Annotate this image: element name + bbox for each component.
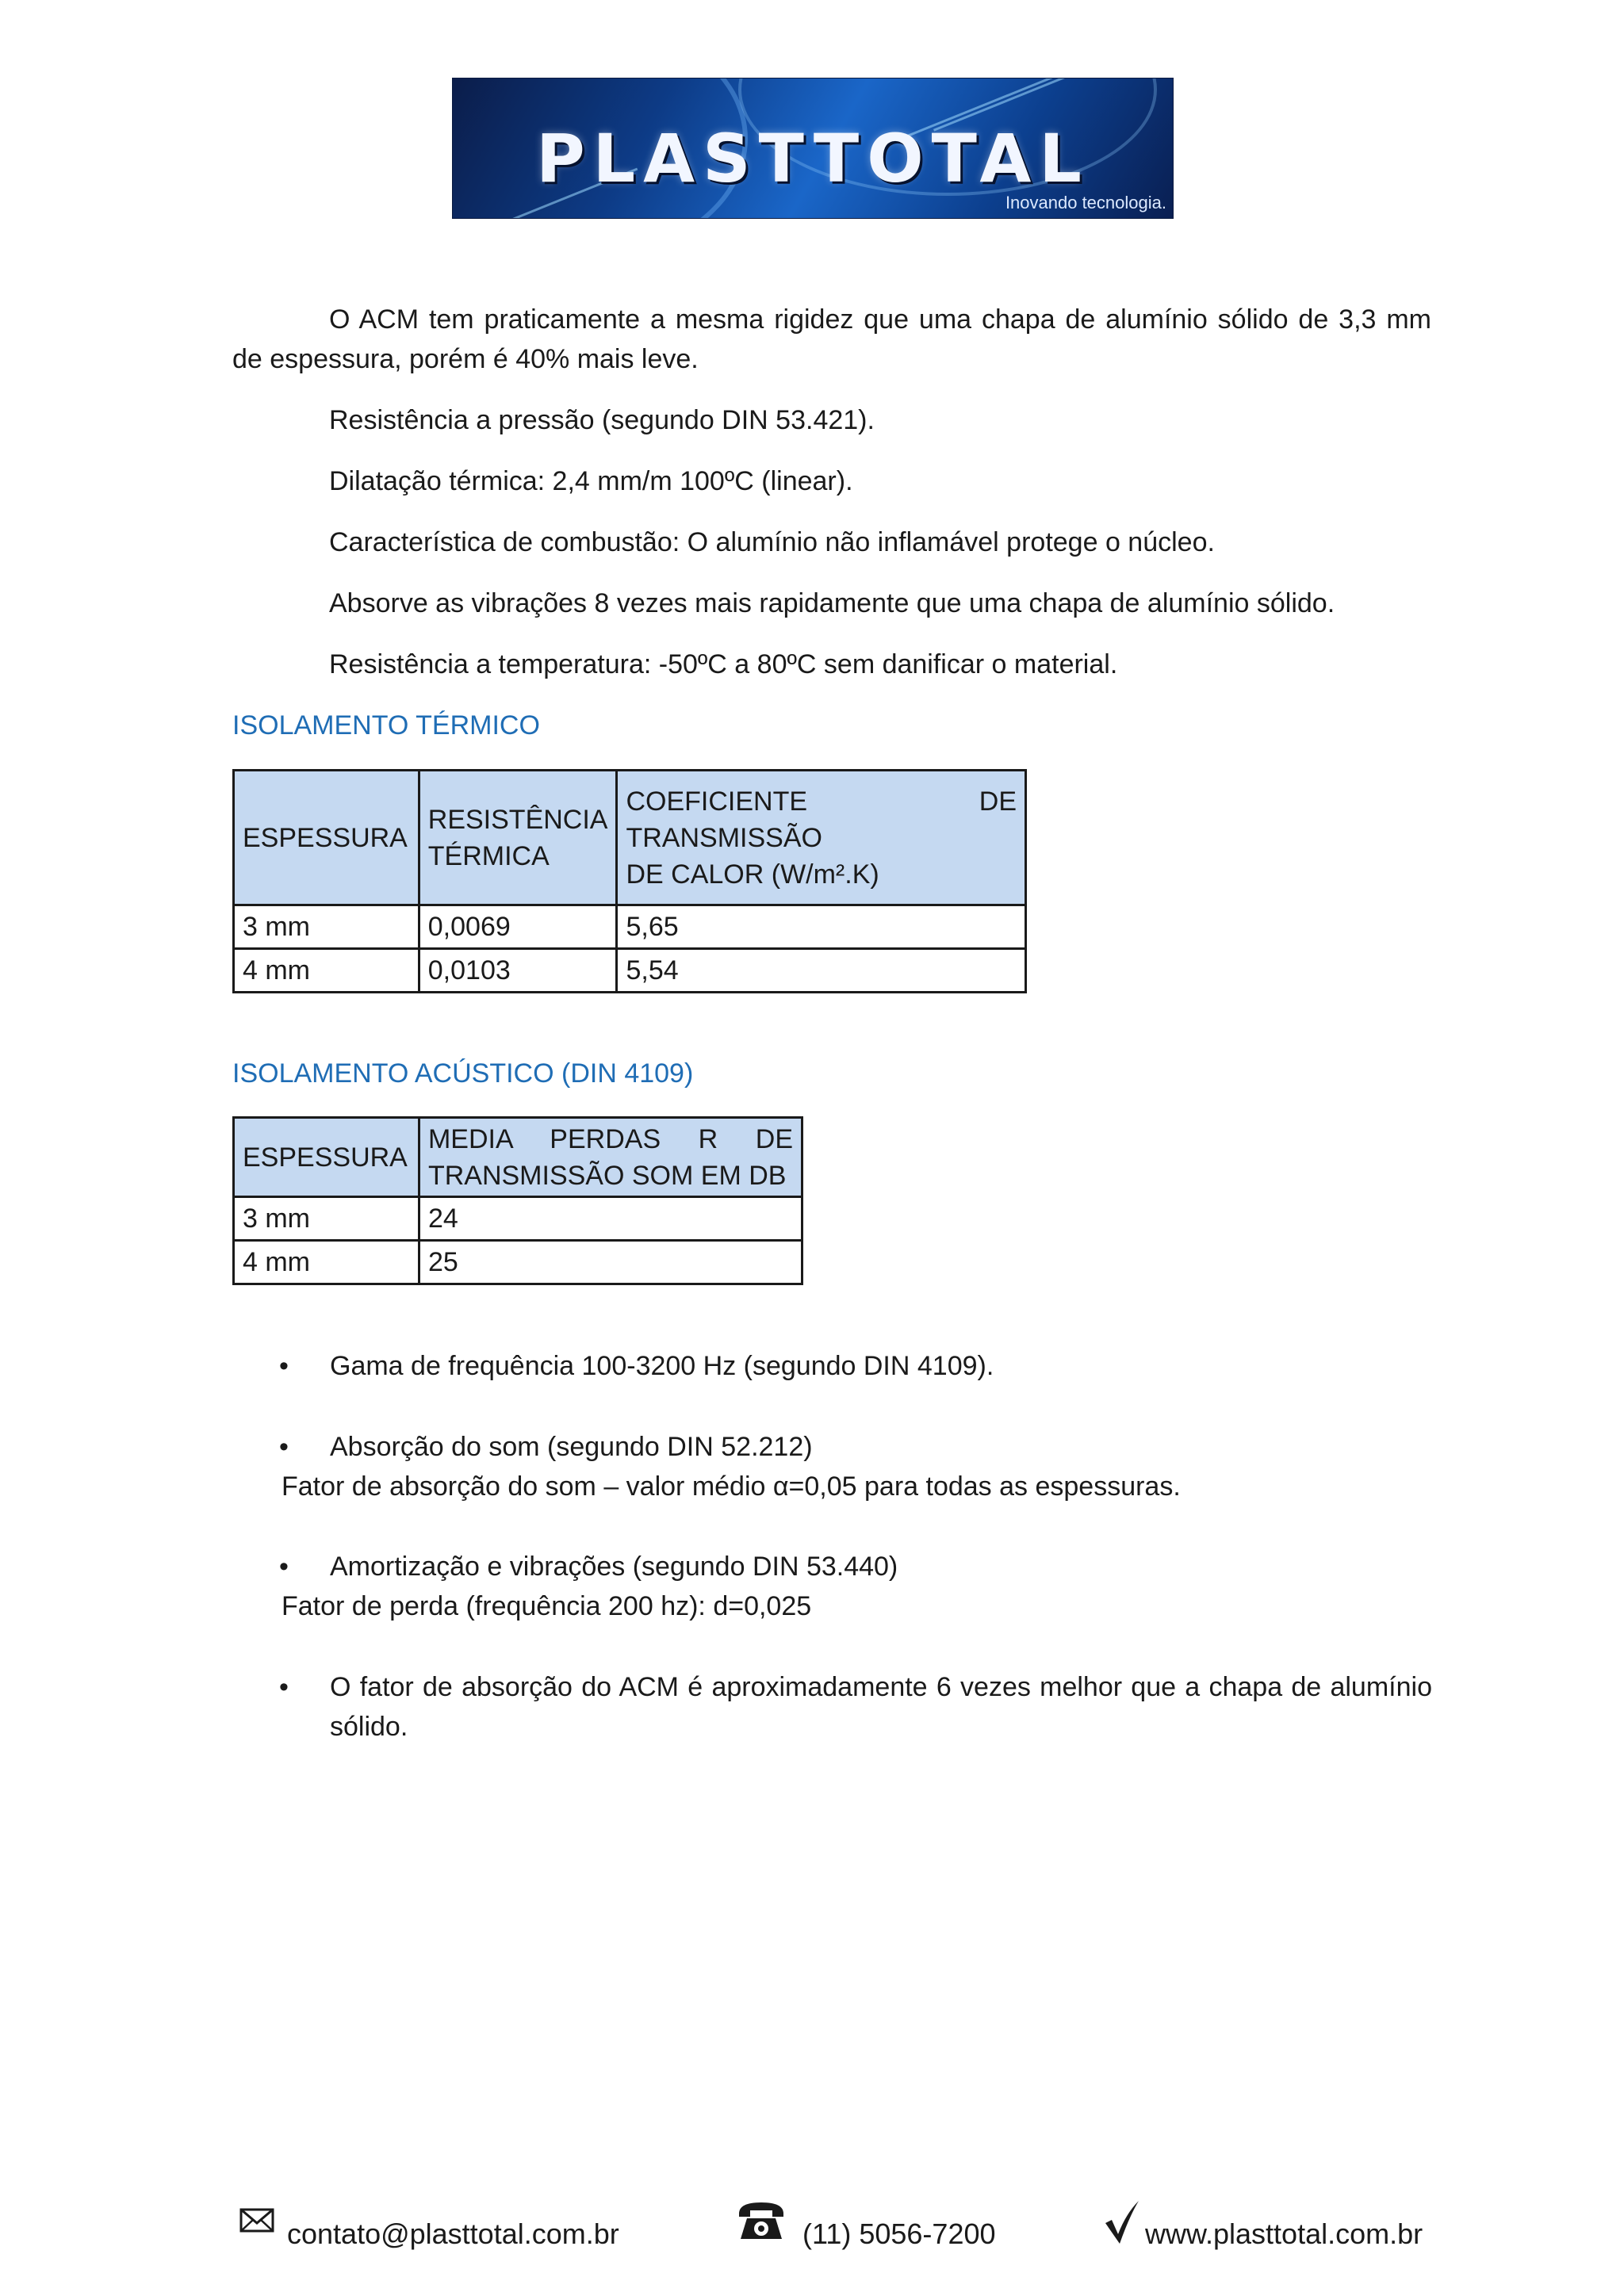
logo-tagline: Inovando tecnologia. xyxy=(1005,193,1166,212)
thermal-cell-thickness: 3 mm xyxy=(234,905,419,949)
bullet-icon: • xyxy=(279,1432,289,1462)
footer-website-link[interactable]: www.plasttotal.com.br xyxy=(1145,2218,1423,2250)
thermal-header-thickness: ESPESSURA xyxy=(234,771,419,905)
thermal-header-coefficient: COEFICIENTE DE TRANSMISSÃO DE CALOR (W/m².K) xyxy=(617,771,1026,905)
acoustic-cell-thickness: 3 mm xyxy=(234,1197,419,1241)
thermal-cell-coefficient: 5,65 xyxy=(617,905,1026,949)
acoustic-heading: ISOLAMENTO ACÚSTICO (DIN 4109) xyxy=(232,1058,694,1089)
logo-wordmark: PLASTTOTAL xyxy=(536,120,1090,197)
bullet-sound-absorption: Absorção do som (segundo DIN 52.212) xyxy=(330,1432,813,1462)
table-row xyxy=(234,949,1026,993)
bullet-damping: Amortização e vibrações (segundo DIN 53.440) xyxy=(330,1552,898,1582)
thermal-cell-coefficient: 5,54 xyxy=(617,949,1026,993)
acoustic-table xyxy=(232,1116,803,1285)
acoustic-table-header xyxy=(234,1118,802,1197)
property-temperature: Resistência a temperatura: -50ºC a 80ºC sem danificar o material. xyxy=(329,649,1118,679)
company-logo xyxy=(452,78,1174,219)
property-thermal-expansion: Dilatação térmica: 2,4 mm/m 100ºC (linear). xyxy=(329,466,853,496)
bullet-damping-detail: Fator de perda (frequência 200 hz): d=0,025 xyxy=(282,1591,812,1621)
property-pressure: Resistência a pressão (segundo DIN 53.421). xyxy=(329,405,875,435)
acoustic-cell-value: 25 xyxy=(419,1241,802,1284)
footer-phone-link[interactable]: (11) 5056-7200 xyxy=(802,2218,996,2250)
bullet-icon: • xyxy=(279,1552,289,1582)
table-row xyxy=(234,905,1026,949)
property-vibration: Absorve as vibrações 8 vezes mais rapidamente que uma chapa de alumínio sólido. xyxy=(329,588,1335,618)
bullet-acm-absorption: O fator de absorção do ACM é aproximadamente 6 vezes melhor que a chapa de alumínio xyxy=(330,1672,1432,1702)
thermal-table xyxy=(232,769,1027,993)
telephone-icon xyxy=(736,2199,787,2244)
acoustic-header-loss: MEDIA PERDAS R DE TRANSMISSÃO SOM EM DB xyxy=(419,1118,802,1197)
bullet-icon: • xyxy=(279,1351,289,1381)
table-row xyxy=(234,1197,802,1241)
thermal-header-resistance: RESISTÊNCIA TÉRMICA xyxy=(419,771,617,905)
thermal-heading: ISOLAMENTO TÉRMICO xyxy=(232,710,540,740)
thermal-cell-resistance: 0,0069 xyxy=(419,905,617,949)
acoustic-header-thickness: ESPESSURA xyxy=(234,1118,419,1197)
checkmark-icon xyxy=(1102,2199,1140,2245)
thermal-table-header xyxy=(234,771,1026,905)
acoustic-cell-thickness: 4 mm xyxy=(234,1241,419,1284)
bullet-acm-absorption-detail: sólido. xyxy=(330,1712,408,1742)
property-combustion: Característica de combustão: O alumínio não inflamável protege o núcleo. xyxy=(329,527,1215,557)
footer-email-link[interactable]: contato@plasttotal.com.br xyxy=(287,2218,619,2250)
bullet-icon: • xyxy=(279,1672,289,1702)
intro-line-1: O ACM tem praticamente a mesma rigidez que uma chapa de alumínio sólido de 3,3 mm xyxy=(329,304,1431,335)
acoustic-cell-value: 24 xyxy=(419,1197,802,1241)
thermal-cell-resistance: 0,0103 xyxy=(419,949,617,993)
intro-line-2: de espessura, porém é 40% mais leve. xyxy=(232,344,699,374)
envelope-icon xyxy=(239,2207,276,2234)
bullet-sound-absorption-detail: Fator de absorção do som – valor médio α=0,05 para todas as espessuras. xyxy=(282,1471,1181,1502)
bullet-frequency: Gama de frequência 100-3200 Hz (segundo DIN 4109). xyxy=(330,1351,994,1381)
thermal-cell-thickness: 4 mm xyxy=(234,949,419,993)
table-row xyxy=(234,1241,802,1284)
